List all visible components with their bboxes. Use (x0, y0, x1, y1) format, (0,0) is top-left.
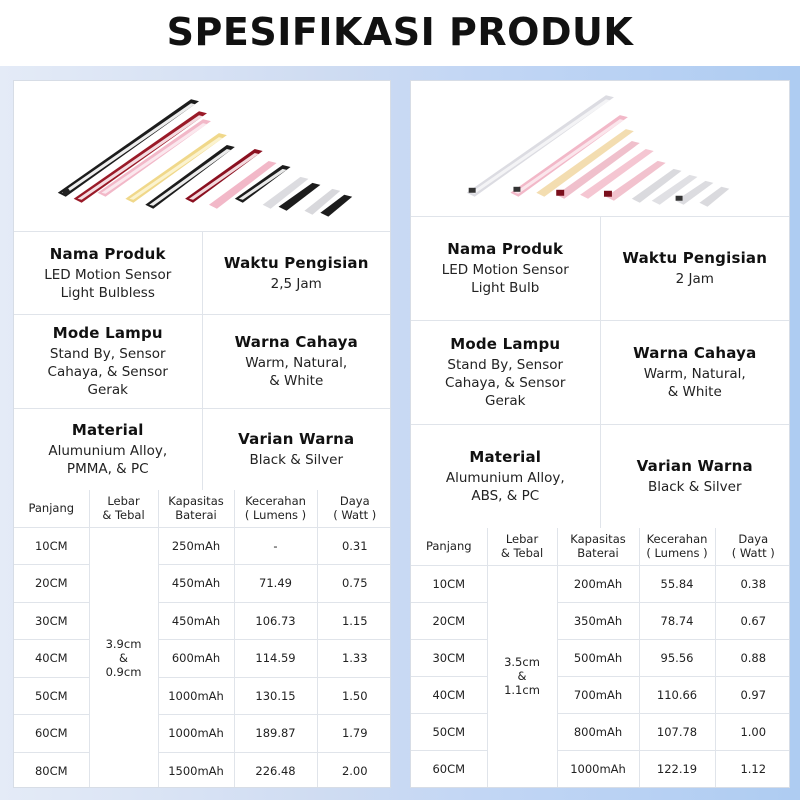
info-label: Warna Cahaya (633, 344, 757, 362)
cell-power: 1.15 (317, 602, 391, 640)
light-bar-red-mid (604, 161, 666, 201)
info-row (14, 408, 390, 490)
cell-length: 50CM (411, 713, 487, 750)
info-label: Varian Warna (238, 430, 355, 448)
info-cell-lamp-mode (411, 321, 600, 424)
cell-length: 20CM (411, 602, 487, 639)
cell-power: 1.33 (317, 640, 391, 678)
info-value: 2 Jam (675, 271, 714, 287)
info-value: Warm, Natural, & White (643, 366, 746, 400)
cell-power: 1.12 (715, 750, 790, 787)
info-cell-color-variant (202, 409, 391, 490)
info-cell-material (411, 425, 600, 528)
info-label: Material (71, 421, 144, 439)
header-power: Daya ( Watt ) (715, 528, 790, 565)
cell-battery: 500mAh (557, 639, 639, 676)
info-value: Alumunium Alloy, PMMA, & PC (48, 443, 168, 477)
info-label: Material (469, 448, 542, 466)
table-row (14, 752, 391, 788)
cell-battery: 800mAh (557, 713, 639, 750)
table-row (411, 750, 790, 787)
cell-brightness: 78.74 (639, 602, 715, 639)
cell-battery: 250mAh (158, 527, 234, 565)
header-brightness: Kecerahan ( Lumens ) (639, 528, 715, 565)
cell-length: 10CM (14, 527, 89, 565)
info-value: Alumunium Alloy, ABS, & PC (445, 470, 565, 504)
info-row (14, 231, 390, 314)
header-width-thickness: Lebar & Tebal (89, 490, 158, 527)
right-info-grid (411, 216, 789, 528)
table-row (411, 713, 790, 750)
cell-battery: 1000mAh (158, 677, 234, 715)
product-image-bulb (411, 81, 789, 216)
info-row (411, 320, 789, 424)
header-length: Panjang (411, 528, 487, 565)
info-row (411, 424, 789, 528)
cell-brightness: 110.66 (639, 676, 715, 713)
info-label: Varian Warna (636, 457, 753, 475)
table-header-row (411, 528, 790, 565)
cell-brightness: 95.56 (639, 639, 715, 676)
info-value: Stand By, Sensor Cahaya, & Sensor Gerak (445, 357, 566, 409)
table-row (411, 639, 790, 676)
table-header-row (14, 490, 391, 527)
light-bar-silver-xxs (699, 187, 729, 207)
cell-power: 0.88 (715, 639, 790, 676)
left-spec-panel (13, 80, 391, 788)
table-row (14, 677, 391, 715)
right-spec-table (411, 528, 790, 788)
info-value: 2,5 Jam (270, 275, 322, 292)
info-label: Waktu Pengisian (622, 249, 768, 267)
light-bar-silver-short (652, 175, 698, 205)
cell-length: 40CM (14, 640, 89, 678)
cell-battery: 700mAh (557, 676, 639, 713)
cell-length: 40CM (411, 676, 487, 713)
cell-length: 80CM (14, 752, 89, 788)
cell-brightness: 189.87 (234, 715, 317, 753)
info-cell-charging-time (600, 217, 790, 320)
table-row (411, 676, 790, 713)
left-spec-table (14, 490, 391, 788)
cell-power: 1.00 (715, 713, 790, 750)
info-cell-lamp-mode (14, 315, 202, 408)
cell-length: 20CM (14, 565, 89, 603)
cell-length: 50CM (14, 677, 89, 715)
cell-power: 0.75 (317, 565, 391, 603)
info-value: Black & Silver (249, 452, 344, 468)
page-title: SPESIFIKASI PRODUK (166, 10, 634, 54)
cell-brightness: 107.78 (639, 713, 715, 750)
cell-length: 10CM (411, 565, 487, 602)
cell-brightness: 71.49 (234, 565, 317, 603)
info-label: Mode Lampu (450, 335, 561, 353)
cell-brightness: 55.84 (639, 565, 715, 602)
info-value: LED Motion Sensor Light Bulb (441, 262, 569, 296)
info-cell-color-variant (600, 425, 790, 528)
header-width-thickness: Lebar & Tebal (487, 528, 557, 565)
info-label: Mode Lampu (52, 324, 163, 342)
info-label: Nama Produk (447, 240, 564, 258)
cell-battery: 450mAh (158, 602, 234, 640)
table-row (14, 527, 391, 565)
info-cell-product-name (411, 217, 600, 320)
info-value: Warm, Natural, & White (245, 355, 348, 389)
header-battery: Kapasitas Baterai (158, 490, 234, 527)
info-cell-charging-time (202, 232, 391, 314)
cell-battery: 1000mAh (557, 750, 639, 787)
cell-power: 0.38 (715, 565, 790, 602)
left-info-grid (14, 231, 390, 490)
cell-battery: 600mAh (158, 640, 234, 678)
cell-power: 0.97 (715, 676, 790, 713)
info-value: Stand By, Sensor Cahaya, & Sensor Gerak (47, 346, 168, 398)
header-length: Panjang (14, 490, 89, 527)
cell-power: 2.00 (317, 752, 391, 788)
cell-length: 60CM (14, 715, 89, 753)
product-image-bulbless (14, 81, 390, 231)
cell-power: 0.31 (317, 527, 391, 565)
info-value: Black & Silver (647, 479, 742, 495)
header-power: Daya ( Watt ) (317, 490, 391, 527)
cell-battery: 350mAh (557, 602, 639, 639)
cell-battery: 450mAh (158, 565, 234, 603)
header-battery: Kapasitas Baterai (557, 528, 639, 565)
info-label: Nama Produk (49, 244, 166, 263)
table-row (14, 565, 391, 603)
cell-brightness: - (234, 527, 317, 565)
cell-battery: 200mAh (557, 565, 639, 602)
cell-brightness: 122.19 (639, 750, 715, 787)
info-cell-product-name (14, 232, 202, 314)
cell-length: 30CM (411, 639, 487, 676)
info-row (411, 216, 789, 320)
cell-brightness: 106.73 (234, 602, 317, 640)
cell-power: 1.50 (317, 677, 391, 715)
cell-power: 0.67 (715, 602, 790, 639)
table-row (14, 715, 391, 753)
cell-battery: 1000mAh (158, 715, 234, 753)
table-row (411, 565, 790, 602)
cell-battery: 1500mAh (158, 752, 234, 788)
info-cell-light-color (600, 321, 790, 424)
cell-length: 30CM (14, 602, 89, 640)
info-label: Waktu Pengisian (223, 253, 369, 272)
cell-brightness: 114.59 (234, 640, 317, 678)
right-spec-panel (410, 80, 790, 788)
info-cell-material (14, 409, 202, 490)
light-bar-silver-long (467, 95, 614, 196)
info-label: Warna Cahaya (234, 333, 358, 351)
cell-length: 60CM (411, 750, 487, 787)
cell-power: 1.79 (317, 715, 391, 753)
cell-brightness: 226.48 (234, 752, 317, 788)
table-row (14, 602, 391, 640)
cell-width-thickness: 3.5cm & 1.1cm (487, 565, 557, 787)
cell-width-thickness: 3.9cm & 0.9cm (89, 527, 158, 788)
table-row (14, 640, 391, 678)
header-brightness: Kecerahan ( Lumens ) (234, 490, 317, 527)
info-cell-light-color (202, 315, 391, 408)
cell-brightness: 130.15 (234, 677, 317, 715)
info-row (14, 314, 390, 408)
table-row (411, 602, 790, 639)
info-value: LED Motion Sensor Light Bulbless (44, 266, 172, 301)
